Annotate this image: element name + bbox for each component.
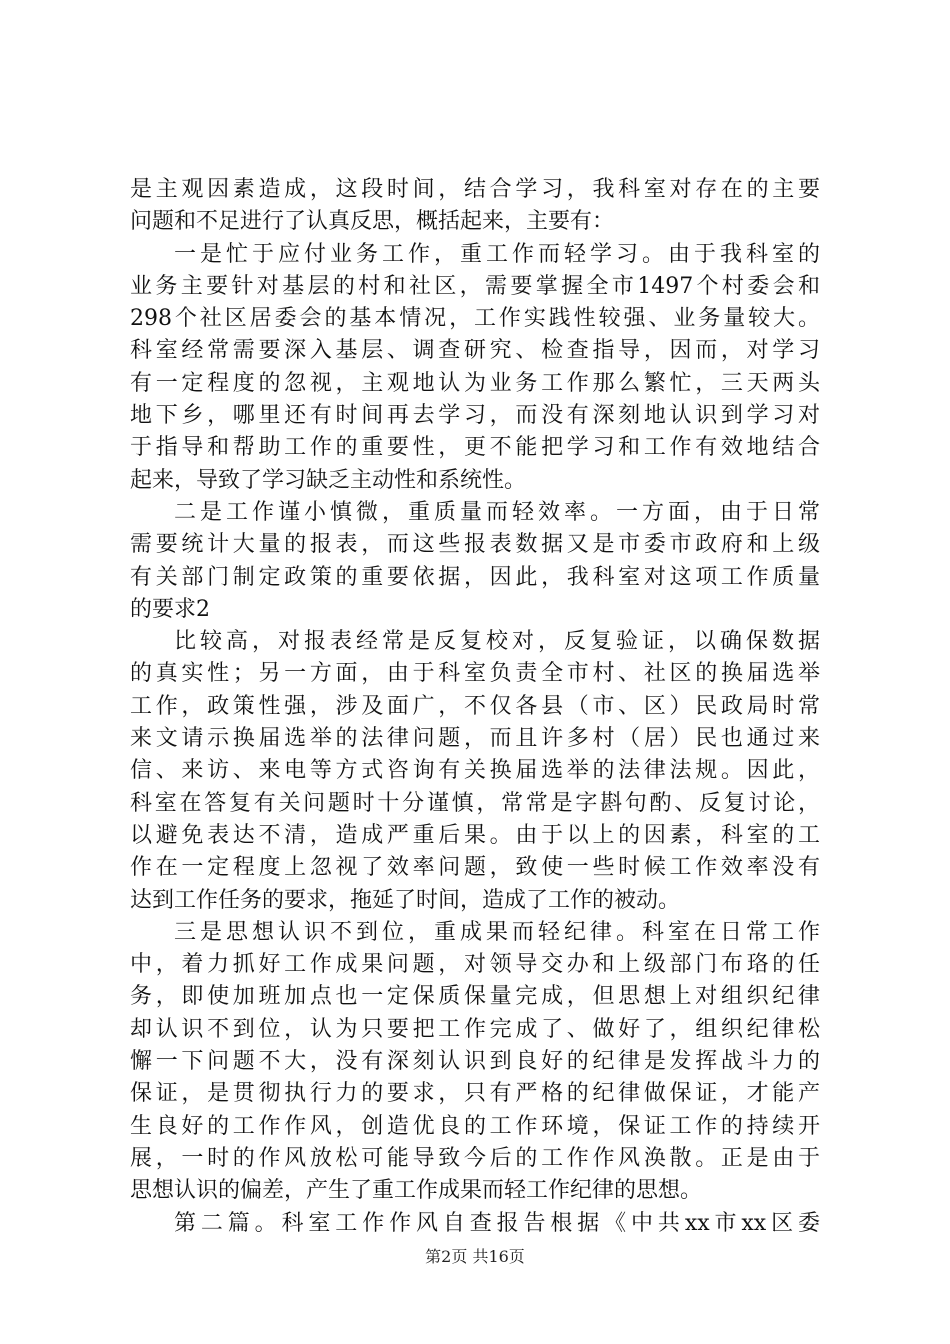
text-line: 298个社区居委会的基本情况，工作实践性较强、业务量较大。 bbox=[130, 306, 820, 332]
text-line: 作在一定程度上忽视了效率问题，致使一些时候工作效率没有 bbox=[130, 855, 820, 881]
text-line: 起来，导致了学习缺乏主动性和系统性。 bbox=[130, 467, 527, 493]
text-line: 务，即使加班加点也一定保质保量完成，但思想上对组织纪律 bbox=[130, 984, 820, 1010]
text-line: 中，着力抓好工作成果问题，对领导交办和上级部门布珞的任 bbox=[130, 952, 820, 978]
text-line: 展，一时的作风放松可能导致今后的工作作风涣散。正是由于 bbox=[130, 1145, 820, 1171]
text-line: 一是忙于应付业务工作，重工作而轻学习。由于我科室的 bbox=[174, 241, 820, 267]
text-line: 比较高，对报表经常是反复校对，反复验证，以确保数据 bbox=[174, 629, 820, 655]
text-line: 地下乡，哪里还有时间再去学习，而没有深刻地认识到学习对 bbox=[130, 403, 820, 429]
text-line: 业务主要针对基层的村和社区，需要掌握全市1497个村委会和 bbox=[130, 273, 820, 299]
text-line: 是主观因素造成，这段时间，结合学习，我科室对存在的主要 bbox=[130, 177, 820, 202]
text-line: 却认识不到位，认为只要把工作完成了、做好了，组织纪律松 bbox=[130, 1016, 820, 1042]
text-line: 达到工作任务的要求，拖延了时间，造成了工作的被动。 bbox=[130, 887, 681, 913]
text-line: 问题和不足进行了认真反思，概括起来，主要有： bbox=[130, 209, 615, 235]
page-footer: 第2页 共16页 bbox=[425, 1247, 525, 1266]
text-line: 的要求2 bbox=[130, 596, 210, 622]
text-line: 的真实性；另一方面，由于科室负责全市村、社区的换届选举 bbox=[130, 661, 820, 687]
text-line: 以避免表达不清，造成严重后果。由于以上的因素，科室的工 bbox=[130, 822, 820, 848]
text-line: 需要统计大量的报表，而这些报表数据又是市委市政府和上级 bbox=[130, 532, 820, 558]
text-line: 懈一下问题不大，没有深刻认识到良好的纪律是发挥战斗力的 bbox=[130, 1049, 820, 1075]
text-line: 二是工作谨小慎微，重质量而轻效率。一方面，由于日常 bbox=[174, 499, 820, 525]
text-line: 于指导和帮助工作的重要性，更不能把学习和工作有效地结合 bbox=[130, 435, 820, 461]
text-line: 三是思想认识不到位，重成果而轻纪律。科室在日常工作 bbox=[174, 919, 820, 945]
text-line: 保证，是贯彻执行力的要求，只有严格的纪律做保证，才能产 bbox=[130, 1081, 820, 1107]
text-line: 有一定程度的忽视，主观地认为业务工作那么繁忙，三天两头 bbox=[130, 370, 820, 396]
text-line: 工作，政策性强，涉及面广，不仅各县（市、区）民政局时常 bbox=[130, 693, 820, 719]
text-line: 思想认识的偏差，产生了重工作成果而轻工作纪律的思想。 bbox=[130, 1178, 703, 1204]
text-line: 来文请示换届选举的法律问题，而且许多村（居）民也通过来 bbox=[130, 726, 820, 752]
text-line: 信、来访、来电等方式咨询有关换届选举的法律法规。因此， bbox=[130, 758, 820, 784]
text-line: 生良好的工作作风，创造优良的工作环境，保证工作的持续开 bbox=[130, 1113, 820, 1139]
text-line: 科室经常需要深入基层、调查研究、检查指导，因而，对学习 bbox=[130, 338, 820, 364]
document-body bbox=[130, 174, 820, 1240]
text-line: 有关部门制定政策的重要依据，因此，我科室对这项工作质量 bbox=[130, 564, 820, 590]
text-line: 科室在答复有关问题时十分谨慎，常常是字斟句酌、反复讨论， bbox=[130, 790, 820, 816]
text-line: 第二篇。科室工作作风自查报告根据《中共xx市xx区委 bbox=[174, 1210, 820, 1236]
